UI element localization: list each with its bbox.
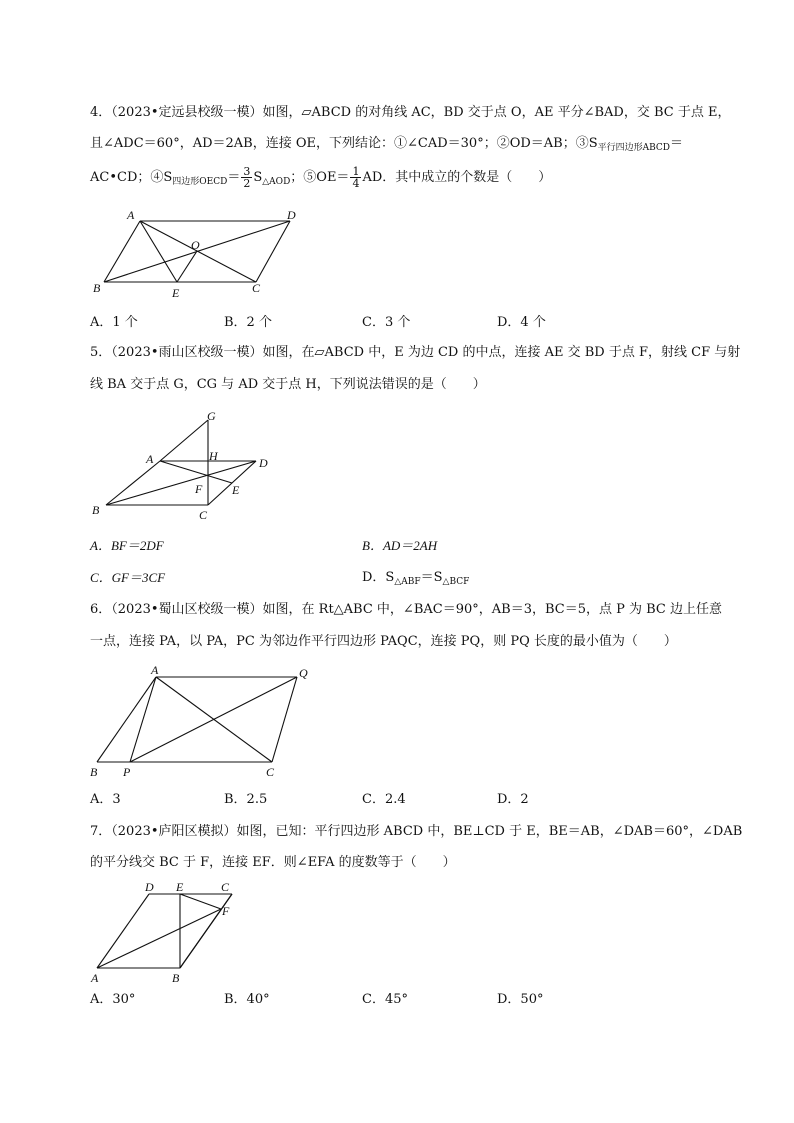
q5-label-G: G: [207, 409, 216, 423]
q7-option-b[interactable]: B．40°: [224, 992, 270, 1007]
q5-option-d-eq: ＝S: [420, 570, 443, 585]
q4-line3-eq: ＝: [227, 170, 241, 185]
q4-label-B: B: [93, 281, 101, 295]
q4-line3-b: S: [253, 170, 263, 185]
frac-num: 3: [243, 165, 251, 178]
q5-label-F: F: [195, 482, 203, 496]
q5-option-c[interactable]: C．GF＝3CF: [90, 570, 166, 585]
q4-line2-sub: 平行四边形ABCD: [597, 143, 671, 153]
q6-line1: 6．（2023•蜀山区校级一模）如图，在 Rt△ABC 中，∠BAC＝90°，AB＝3，BC＝5，点 P 为 BC 边上任意: [90, 602, 722, 617]
q6-option-d[interactable]: D．2: [497, 792, 529, 807]
q7-option-d[interactable]: D．50°: [497, 992, 544, 1007]
q7-label-B: B: [172, 971, 180, 985]
q7-label-E: E: [176, 880, 184, 894]
q5-option-d-sub1: △ABF: [394, 577, 421, 587]
q6-label-C: C: [266, 765, 275, 779]
q4-option-b[interactable]: B．2 个: [224, 315, 272, 330]
q7-label-A: A: [91, 971, 99, 985]
q6-option-b[interactable]: B．2.5: [224, 792, 268, 807]
q4-label-E: E: [172, 286, 180, 300]
q4-line3-c: ；⑤OE＝: [290, 170, 350, 185]
q4-label-O: O: [191, 238, 200, 252]
q5-option-a[interactable]: A．BF＝2DF: [90, 538, 164, 553]
q4-line3-sub: 四边形OECD: [172, 177, 228, 187]
q7-label-C: C: [221, 880, 230, 894]
q5-option-b[interactable]: B．AD＝2AH: [362, 538, 438, 553]
q6-option-a[interactable]: A．3: [90, 792, 121, 807]
q5-label-E: E: [232, 483, 240, 497]
q7-option-c[interactable]: C．45°: [362, 992, 408, 1007]
q4-option-a[interactable]: A．1 个: [90, 315, 138, 330]
q5-label-B: B: [92, 503, 100, 517]
q5-label-C: C: [199, 508, 208, 522]
q6-label-A: A: [151, 663, 159, 677]
frac-den: 4: [352, 177, 360, 190]
q5-line2: 线 BA 交于点 G，CG 与 AD 交于点 H，下列说法错误的是（ ）: [90, 377, 486, 392]
frac-den: 2: [243, 177, 251, 190]
q5-label-D: D: [259, 456, 268, 470]
q5-option-d-a: D．S: [362, 570, 395, 585]
q7-line2: 的平分线交 BC 于 F，连接 EF．则∠EFA 的度数等于（ ）: [90, 855, 456, 870]
q7-lines: [97, 894, 232, 968]
q5-line1: 5．（2023•雨山区校级一模）如图，在▱ABCD 中，E 为边 CD 的中点，连接 AE 交 BD 于点 F，射线 CF 与射: [90, 345, 741, 360]
q6-label-Q: Q: [299, 666, 308, 680]
q4-line3-d: AD．其中成立的个数是（ ）: [362, 170, 552, 185]
q5-label-A: A: [146, 452, 154, 466]
q5-option-d-sub2: △BCF: [442, 577, 470, 587]
q4-label-C: C: [252, 281, 261, 295]
q4-option-d[interactable]: D．4 个: [497, 315, 546, 330]
q6-label-B: B: [90, 765, 98, 779]
q6-line2: 一点，连接 PA，以 PA，PC 为邻边作平行四边形 PAQC，连接 PQ，则 PQ 长度的最小值为（ ）: [90, 634, 677, 649]
q4-line2-end: ＝: [670, 136, 684, 151]
q6-label-P: P: [123, 765, 131, 779]
q4-option-c[interactable]: C．3 个: [362, 315, 411, 330]
q6-option-c[interactable]: C．2.4: [362, 792, 406, 807]
q4-line2-text: 且∠ADC＝60°，AD＝2AB，连接 OE，下列结论：①∠CAD＝30°；②OD＝AB；③S: [90, 136, 598, 151]
q7-line1: 7．（2023•庐阳区模拟）如图，已知：平行四边形 ABCD 中，BE⊥CD 于 E，BE＝AB，∠DAB＝60°，∠DAB: [90, 824, 743, 839]
q4-line3-a: AC•CD；④S: [90, 170, 173, 185]
q7-label-D: D: [145, 880, 154, 894]
frac-num: 1: [352, 165, 360, 178]
q4-line1: 4．（2023•定远县校级一模）如图，▱ABCD 的对角线 AC，BD 交于点 O，AE 平分∠BAD，交 BC 于点 E，: [90, 105, 731, 120]
q4-label-A: A: [127, 208, 135, 222]
q7-option-a[interactable]: A．30°: [90, 992, 136, 1007]
q4-label-D: D: [287, 208, 296, 222]
q5-label-H: H: [209, 449, 218, 463]
q4-line3-sub2: △AOD: [262, 177, 291, 187]
q7-label-F: F: [222, 904, 230, 918]
